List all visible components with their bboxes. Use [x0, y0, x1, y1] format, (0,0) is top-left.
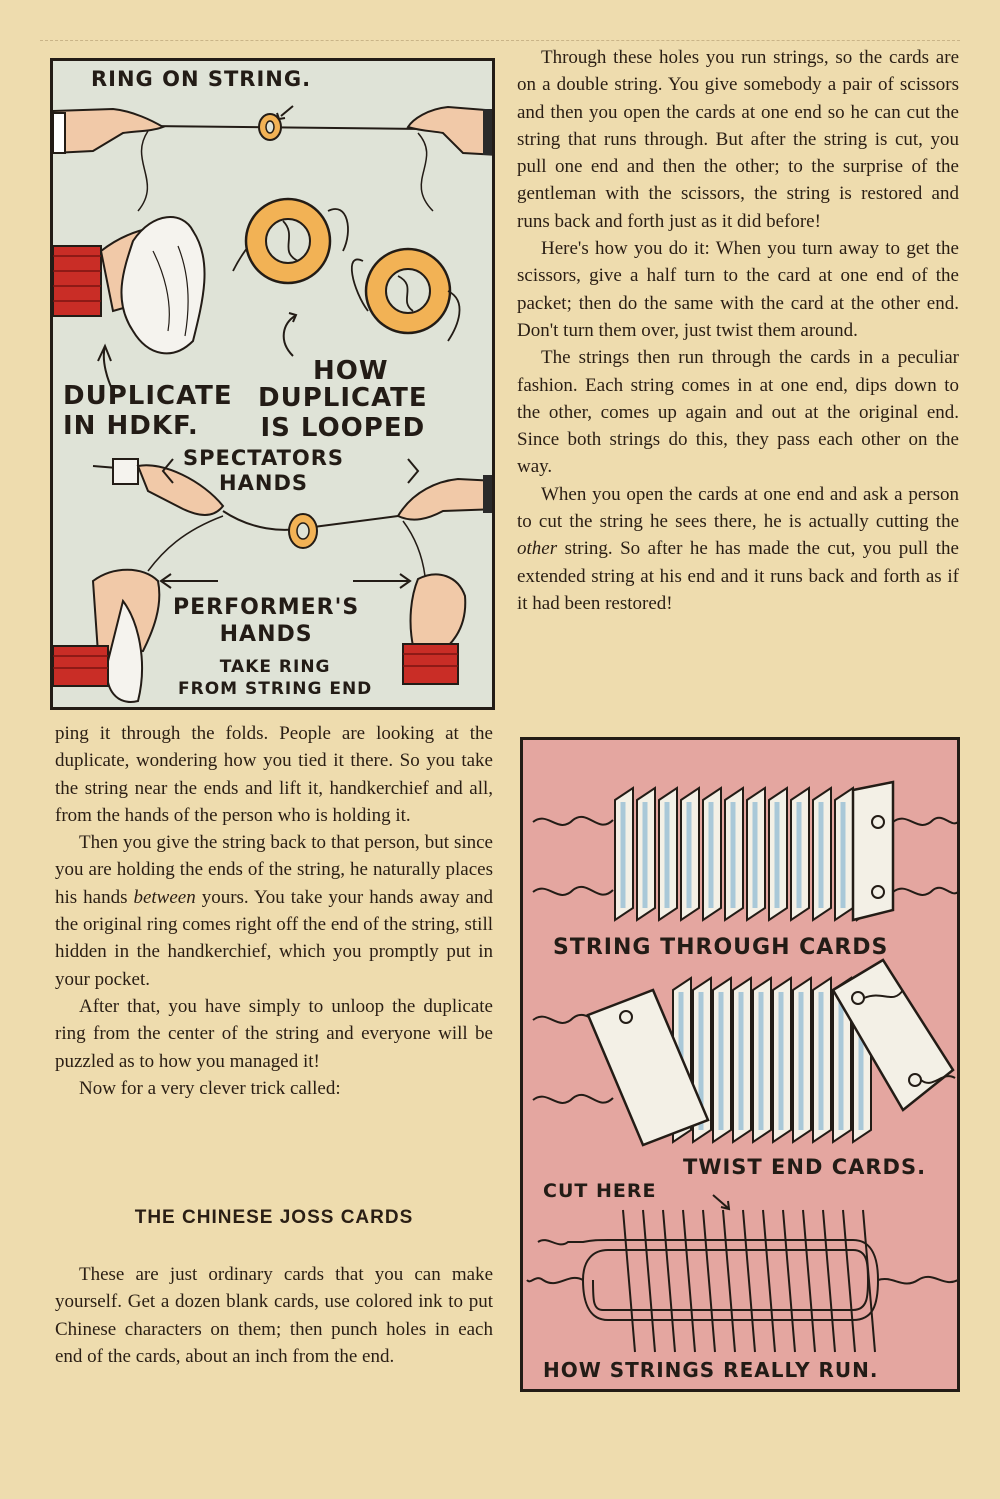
paragraph: After that, you have simply to unloop the duplicate ring from the center of the string and everyone will be puzzled as to how you managed it!	[55, 995, 493, 1072]
caption-ring-on-string: RING ON STRING.	[91, 67, 312, 91]
card-edge	[843, 1210, 855, 1352]
paragraph-part: When you open the cards at one end and ask a person to cut the string he sees there, he is actually cutting the	[517, 483, 959, 533]
right-column-text	[517, 44, 959, 617]
section-heading: THE CHINESE JOSS CARDS	[134, 1207, 414, 1228]
ring-trick-illustration	[50, 58, 495, 710]
paragraph: Here's how you do it: When you turn away to get the scissors, give a half turn to the card at one end of the packet; then do the same with the card at the other end. Don't turn them over, just twist them around.	[517, 238, 959, 341]
paragraph	[55, 829, 493, 993]
card-front	[853, 782, 893, 920]
card-edge	[643, 1210, 655, 1352]
card-edge	[663, 1210, 675, 1352]
emphasis: other	[517, 538, 558, 560]
card-edge	[683, 1210, 695, 1352]
caption-string-through-cards: STRING THROUGH CARDS	[553, 935, 889, 960]
paragraph-part: Then you give the string back to that person, but since you are holding the ends of the string, he naturally places his hands	[55, 832, 493, 908]
paragraph: Through these holes you run strings, so the cards are on a double string. You give somebody a pair of scissors and then you open the cards at one end so he can cut the string that runs through. But after the string is cut, you pull one end and then the other; to the surprise of the gentleman with the scissors, the string is restored and runs back and forth just as it did before!	[517, 47, 959, 232]
top-rule	[40, 40, 960, 41]
paragraph: Now for a very clever trick called:	[79, 1077, 341, 1099]
joss-cards-drawing	[523, 740, 960, 1392]
caption-spectators-hands: SPECTATORS HANDS	[183, 446, 345, 495]
paragraph-part: yours. You take your hands away and the original ring comes right off the end of the string, still hidden in the handkerchief, which you promptly put in your pocket.	[55, 886, 494, 990]
caption-take-ring: TAKE RING FROM STRING END	[178, 657, 373, 699]
card-edge	[783, 1210, 795, 1352]
left-column-text	[55, 720, 493, 1102]
card-edge	[623, 1210, 635, 1352]
paragraph: These are just ordinary cards that you can make yourself. Get a dozen blank cards, use colored ink to put Chinese characters on them; then punch holes in each end of the cards, about an inch from the end.	[55, 1264, 493, 1367]
left-column-text-continued	[55, 1261, 493, 1370]
emphasis: between	[133, 886, 196, 908]
card-edge	[803, 1210, 815, 1352]
paragraph	[517, 481, 959, 617]
card-stack-straight	[615, 782, 893, 920]
caption-performers-hands: PERFORMER'S HANDS	[173, 595, 360, 647]
card-edge	[763, 1210, 775, 1352]
card-edge	[823, 1210, 835, 1352]
caption-twist-end-cards: TWIST END CARDS.	[683, 1155, 927, 1179]
paragraph-part: string. So after he has made the cut, you pull the extended string at his end and it runs back and forth as if it had been restored!	[517, 538, 959, 614]
card-edge	[723, 1210, 735, 1352]
caption-how-strings-really-run: HOW STRINGS REALLY RUN.	[543, 1358, 879, 1382]
joss-cards-illustration	[520, 737, 960, 1392]
caption-duplicate-is-looped: DUPLICATE IS LOOPED	[258, 383, 428, 443]
card-edge	[743, 1210, 755, 1352]
paragraph: The strings then run through the cards in a peculiar fashion. Each string comes in at one end, dips down to the other, comes up again and out at the original end. Since both strings do this, they pass each other on the way.	[517, 347, 959, 478]
caption-cut-here: CUT HERE	[543, 1180, 657, 1202]
caption-how: HOW	[313, 356, 389, 386]
paragraph: ping it through the folds. People are looking at the duplicate, wondering how you tied it there. So you take the string near the ends and lift it, handkerchief and all, from the hands of the person who is holding it.	[55, 723, 493, 826]
caption-duplicate-in-hdkf: DUPLICATE IN HDKF.	[63, 381, 233, 441]
card-edge	[703, 1210, 715, 1352]
card-edge	[863, 1210, 875, 1352]
